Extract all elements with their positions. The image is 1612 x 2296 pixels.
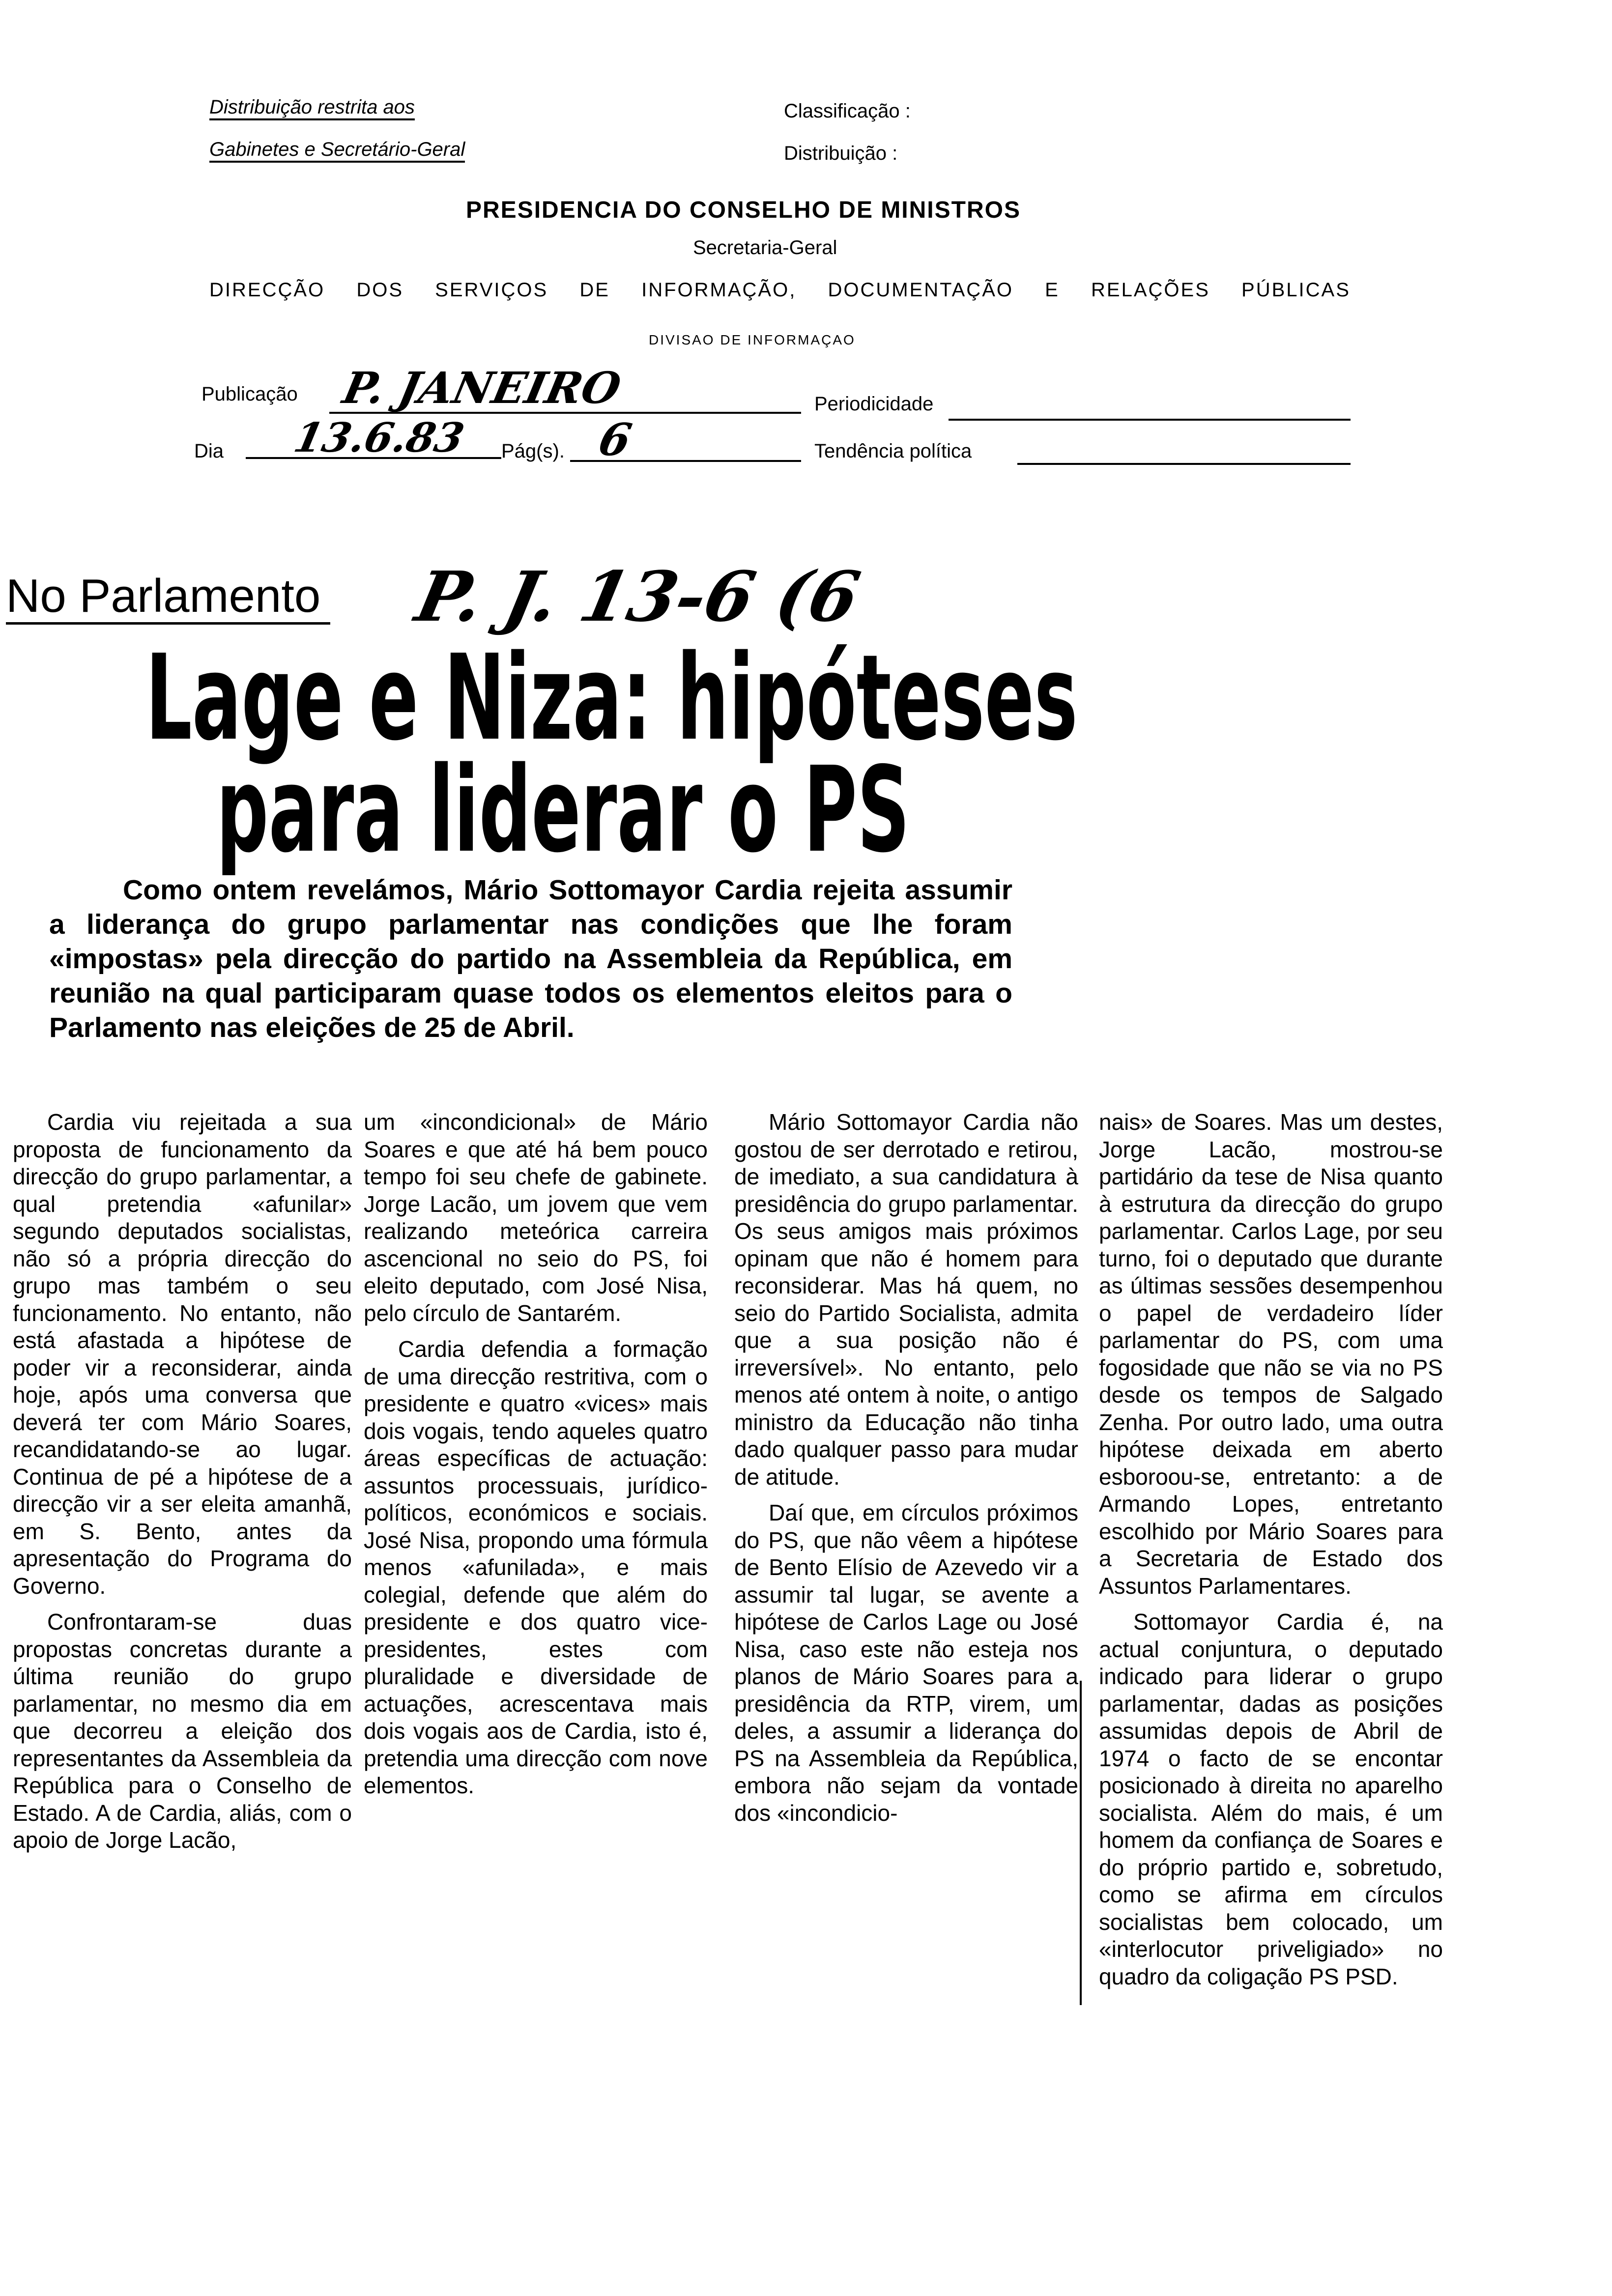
article-column-2: [364, 1109, 708, 1808]
tendency-field-line: [1017, 463, 1351, 465]
column-rule: [1080, 1681, 1082, 2005]
periodicity-field-line: [949, 419, 1351, 421]
pages-value: 6: [594, 414, 636, 466]
directorate-word: SERVIÇOS: [435, 279, 548, 301]
handwritten-reference: P. J. 13-6 (6: [409, 557, 866, 637]
paragraph: um «incondicional» de Mário Soares e que até há bem pouco tempo foi seu chefe de gabinete. Jorge Lacão, um jovem que vem realizando meteórica carreira ascencional no seio do PS, foi eleito deputado, com José Nisa, pelo círculo de Santarém.: [364, 1109, 708, 1326]
distribution-note-line1: Distribuição restrita aos: [209, 96, 415, 120]
classification-label: Classificação :: [784, 100, 911, 122]
day-value: 13.6.83: [289, 414, 468, 461]
paragraph: nais» de Soares. Mas um destes, Jorge Lacão, mostrou-se partidário da tese de Nisa quanto à estrutura da direcção do grupo parlamentar. Carlos Lage, por seu turno, foi o deputado que durante as últimas sessões desempenhou o papel de verdadeiro líder parlamentar do PS, com uma fogosidade que não se via no PS desde os tempos de Salgado Zenha. Por outro lado, uma outra hipótese deixada em aberto esboroou-se, entretanto: a de Armando Lopes, entretanto escolhido por Mário Soares para a Secretaria de Estado dos Assuntos Parlamentares.: [1099, 1109, 1443, 1599]
pages-label: Pág(s).: [501, 440, 565, 462]
publication-label: Publicação: [202, 383, 298, 405]
directorate-word: RELAÇÕES: [1091, 279, 1210, 301]
headline-line2: para liderar o PS: [216, 741, 910, 879]
distribution-note-line2: Gabinetes e Secretário-Geral: [209, 139, 465, 163]
directorate-word: INFORMAÇÃO,: [641, 279, 797, 301]
publication-value: P. JANEIRO: [338, 362, 626, 413]
article-column-1: [13, 1109, 352, 1863]
directorate-word: DE: [579, 279, 610, 301]
ministry-title: PRESIDENCIA DO CONSELHO DE MINISTROS: [466, 197, 1021, 223]
paragraph: Cardia viu rejeitada a sua proposta de funcionamento da direcção do grupo parlamentar, a qual pretendia «afunilar» segundo deputados socialistas, não só a própria direcção do grupo mas também o seu funcionamento. No entanto, não está afastada a hipótese de poder vir a reconsiderar, ainda hoje, após uma conversa que deverá ter com Mário Soares, recandidatando-se ao lugar. Continua de pé a hipótese de a direcção vir a ser eleita amanhã, em S. Bento, antes da apresentação do Programa do Governo.: [13, 1109, 352, 1599]
day-label: Dia: [194, 440, 224, 462]
periodicity-label: Periodicidade: [814, 393, 934, 415]
directorate-word: PÚBLICAS: [1241, 279, 1351, 301]
distribution-label: Distribuição :: [784, 143, 898, 164]
section-label: No Parlamento: [6, 570, 330, 625]
paragraph: Mário Sottomayor Cardia não gostou de ser derrotado e retirou, de imediato, a sua candidatura à presidência do grupo parlamentar. Os seus amigos mais próximos opinam que não é homem para reconsiderar. Mas há quem, no seio do Partido Socialista, admita que a sua posição não é irreversível». No entanto, pelo menos até ontem à noite, o antigo ministro da Educação não tinha dado qualquer passo para mudar de atitude.: [734, 1109, 1078, 1490]
tendency-label: Tendência política: [814, 440, 972, 462]
paragraph: Confrontaram-se duas propostas concretas durante a última reunião do grupo parlamentar, no mesmo dia em que decorreu a eleição dos representantes da Assembleia da República para o Conselho de Estado. A de Cardia, aliás, com o apoio de Jorge Lacão,: [13, 1609, 352, 1853]
directorate-word: DOCUMENTAÇÃO: [828, 279, 1013, 301]
article-lead: Como ontem revelámos, Mário Sottomayor Cardia rejeita assumir a liderança do grupo parlamentar nas condições que lhe foram «impostas» pela direcção do partido na Assembleia da República, em reunião na qual participaram quase todos os elementos eleitos para o Parlamento nas eleições de 25 de Abril.: [49, 874, 1012, 1043]
paragraph: Daí que, em círculos próximos do PS, que não vêem a hipótese de Bento Elísio de Azevedo vir a assumir tal lugar, se avente a hipótese de Carlos Lage ou José Nisa, caso este não esteja nos planos de Mário Soares para a presidência da RTP, virem, um deles, a assumir a liderança do PS na Assembleia da República, embora não sejam da vontade dos «incondicio-: [734, 1500, 1078, 1826]
headline-line1: Lage e Niza: hipóteses: [145, 629, 1078, 767]
directorate-word: DIRECÇÃO: [209, 279, 325, 301]
directorate-word: DOS: [356, 279, 403, 301]
secretariat-subtitle: Secretaria-Geral: [693, 237, 837, 258]
paragraph: Cardia defendia a formação de uma direcção restritiva, com o presidente e quatro «vices» mais dois vogais, tendo aqueles quatro áreas específicas de actuação: assuntos processuais, jurídico-políticos, económicos e sociais. José Nisa, propondo uma fórmula menos «afunilada», e mais colegial, defende que além do presidente e dos quatro vice-presidentes, estes com pluralidade e diversidade de actuações, acrescentava mais dois vogais aos de Cardia, isto é, pretendia uma direcção com nove elementos.: [364, 1336, 708, 1798]
article-column-4: [1099, 1109, 1443, 1999]
directorate-line: [209, 279, 1351, 301]
article-column-3: [734, 1109, 1078, 1836]
paragraph: Sottomayor Cardia é, na actual conjuntura, o deputado indicado para liderar o grupo parlamentar, dadas as posições assumidas depois de Abril de 1974 o facto de se encontar posicionado à direita no aparelho socialista. Além do mais, é um homem da confiança de Soares e do próprio partido e, sobretudo, como se afirma em círculos socialistas bem colocado, um «interlocutor priveligiado» no quadro da coligação PS PSD.: [1099, 1609, 1443, 1989]
directorate-word: E: [1045, 279, 1060, 301]
division-label: DIVISAO DE INFORMAÇAO: [649, 332, 856, 347]
